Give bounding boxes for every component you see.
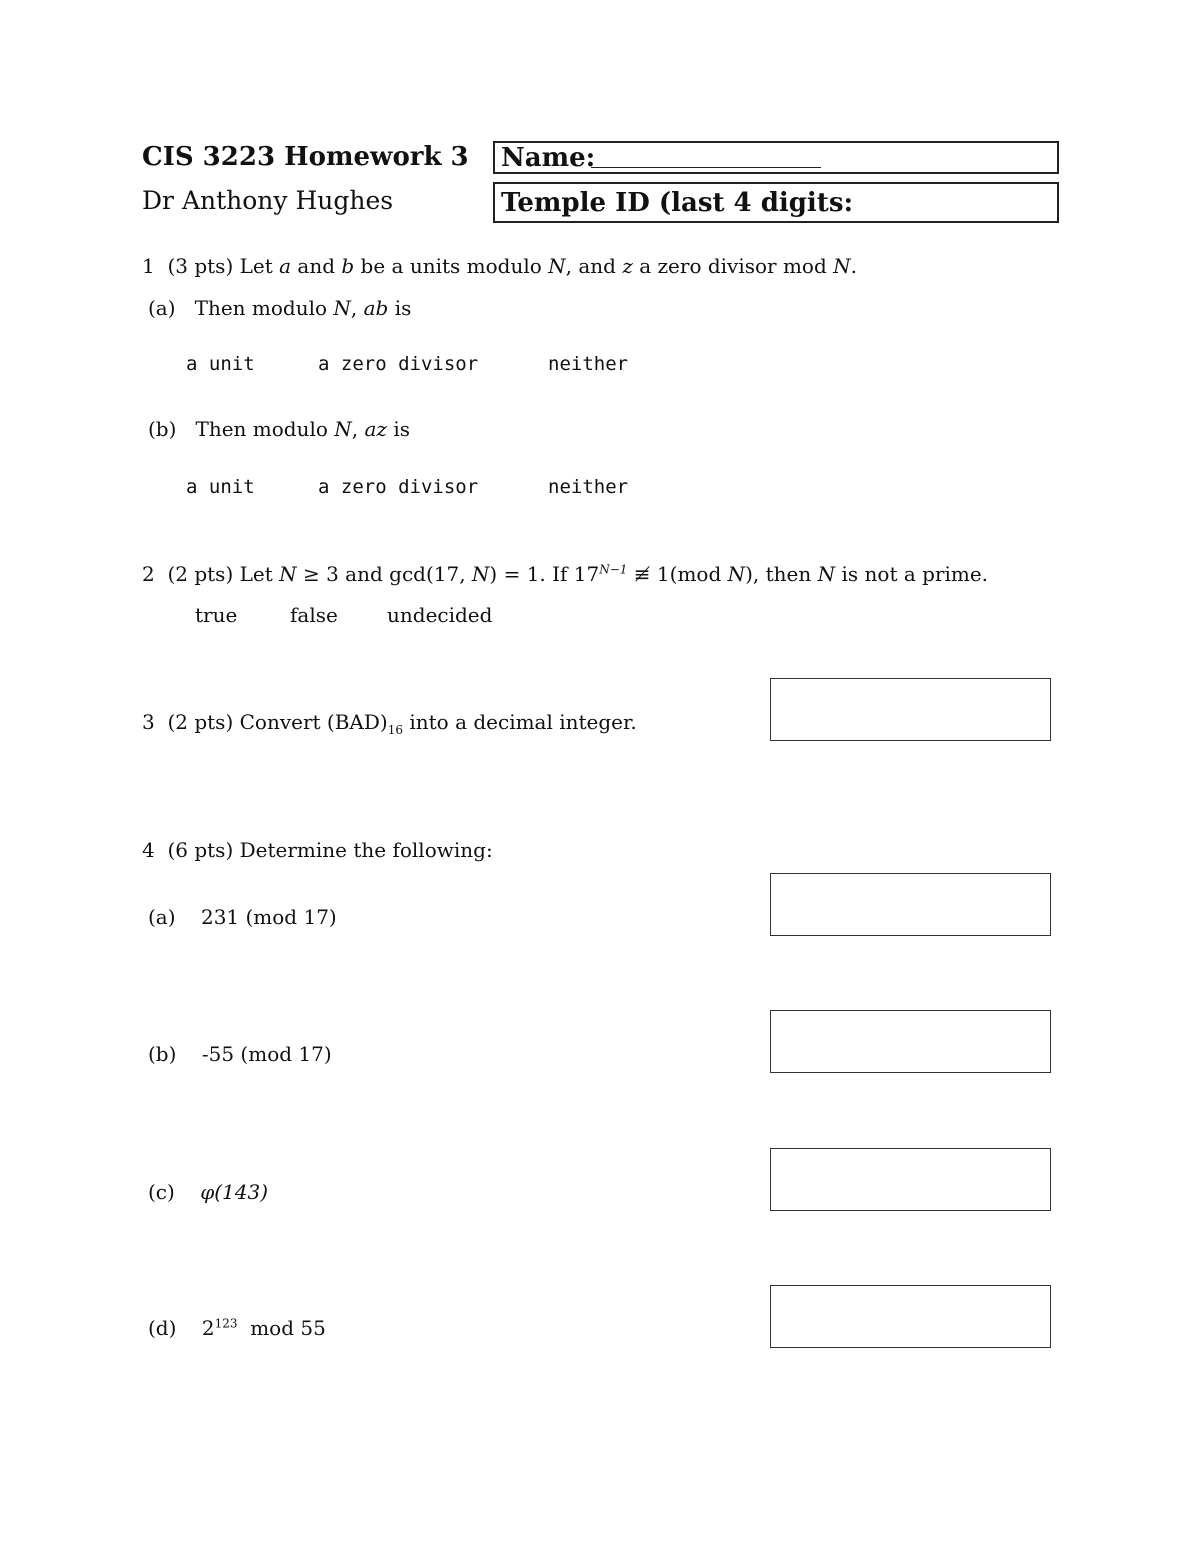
choice-1a-zero-divisor[interactable]: a zero divisor [318,353,479,375]
choice-1a-unit[interactable]: a unit [186,353,255,375]
question-4: 4 (6 pts) Determine the following: [142,838,493,862]
choice-2-true[interactable]: true [195,603,238,627]
question-3: 3 (2 pts) Convert $(BAD)_{16}$ into a decimal integer. [142,710,637,737]
answer-box-4c[interactable] [770,1148,1051,1211]
course-title: CIS 3223 Homework 3 [142,142,469,172]
question-1: 1 (3 pts) Let a and b be a units modulo N, and z a zero divisor mod N. [142,254,857,278]
question-1b: (b) Then modulo N, az is [148,417,410,441]
choice-1b-unit[interactable]: a unit [186,476,255,498]
question-4b: (b) -55 (mod 17) [148,1042,332,1066]
answer-box-4a[interactable] [770,873,1051,936]
choice-1b-neither[interactable]: neither [548,476,629,498]
question-2: 2 (2 pts) Let N ≥ 3 and gcd(17, N) = 1. If $17^{N-1}$ ≢ 1(mod N), then N is not a prime. [142,562,989,586]
name-label: Name: [501,143,596,173]
question-4a: (a) 231 (mod 17) [148,905,337,929]
choice-2-undecided[interactable]: undecided [387,603,493,627]
choice-2-false[interactable]: false [290,603,338,627]
author-name: Dr Anthony Hughes [142,186,394,215]
choice-1b-zero-divisor[interactable]: a zero divisor [318,476,479,498]
name-underline [591,167,821,168]
answer-box-3[interactable] [770,678,1051,741]
choice-1a-neither[interactable]: neither [548,353,629,375]
name-field[interactable] [493,141,1059,174]
question-4c: (c) φ(143) [148,1180,269,1204]
temple-id-label: Temple ID (last 4 digits: [501,188,854,218]
question-1a: (a) Then modulo N, ab is [148,296,412,320]
question-4d: (d) $2^{123}$ mod 55 [148,1316,326,1340]
answer-box-4b[interactable] [770,1010,1051,1073]
answer-box-4d[interactable] [770,1285,1051,1348]
temple-id-field[interactable] [493,182,1059,223]
